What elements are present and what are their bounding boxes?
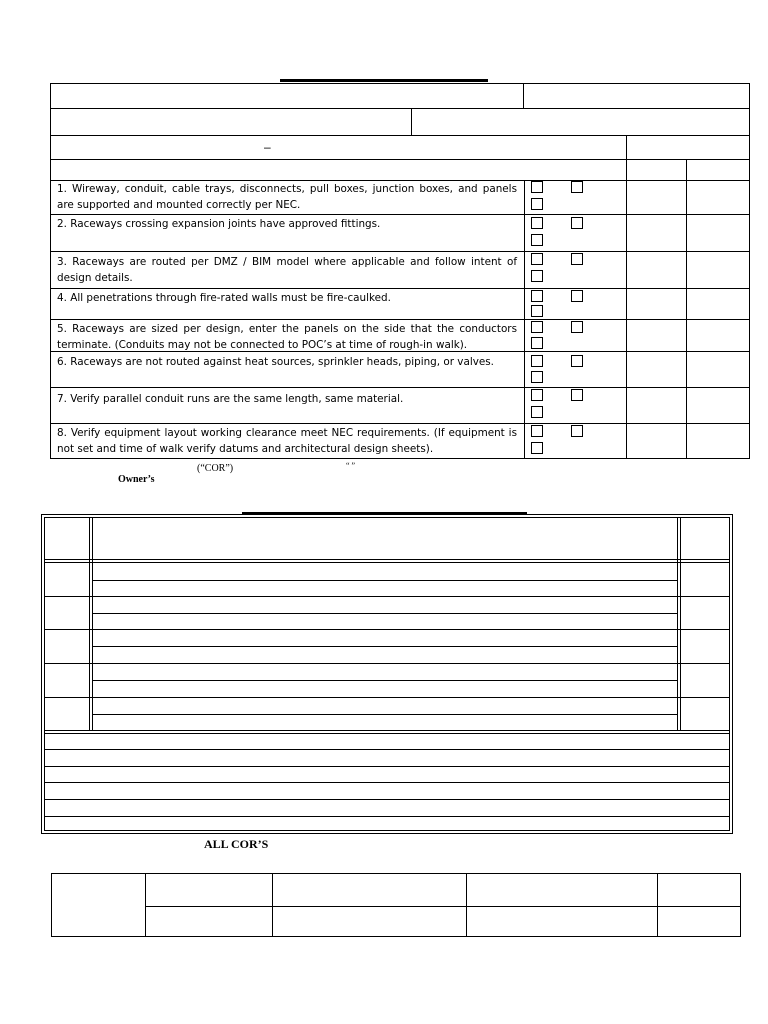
checkbox-yes[interactable] (531, 425, 543, 437)
checkbox-na[interactable] (531, 406, 543, 418)
checkbox-yes[interactable] (531, 389, 543, 401)
checkbox-na[interactable] (531, 270, 543, 282)
checkbox-na[interactable] (531, 305, 543, 317)
checkbox-na[interactable] (531, 234, 543, 246)
checkbox-yes[interactable] (531, 217, 543, 229)
checkbox-no[interactable] (571, 290, 583, 302)
checklist-item-8: 8. Verify equipment layout working clearance meet NEC requirements. (If equipment is not set and time of walk verify datums and architectural design sheets). (57, 427, 517, 455)
checkbox-no[interactable] (571, 389, 583, 401)
checkbox-na[interactable] (531, 337, 543, 349)
cor-abbreviation: (“COR”) (197, 463, 234, 474)
title-underline (280, 79, 488, 82)
checkbox-na[interactable] (531, 371, 543, 383)
checklist-item-2: 2. Raceways crossing expansion joints have approved fittings. (57, 218, 381, 230)
checklist-item-4: 4. All penetrations through fire-rated walls must be fire-caulked. (57, 292, 391, 304)
checklist-item-7: 7. Verify parallel conduit runs are the same length, same material. (57, 393, 404, 405)
header-dash: – (264, 140, 271, 154)
checklist-item-1: 1. Wireway, conduit, cable trays, disconnects, pull boxes, junction boxes, and panels are supported and mounted correctly per NEC. (57, 183, 517, 211)
checkbox-yes[interactable] (531, 253, 543, 265)
checkbox-no[interactable] (571, 217, 583, 229)
checklist-item-5: 5. Raceways are sized per design, enter the panels on the side that the conductors terminate. (Conduits may not be connected to POC’s at time of rough-in walk). (57, 323, 517, 351)
checkbox-no[interactable] (571, 321, 583, 333)
checkbox-na[interactable] (531, 198, 543, 210)
checkbox-yes[interactable] (531, 290, 543, 302)
checkbox-na[interactable] (531, 442, 543, 454)
checkbox-no[interactable] (571, 181, 583, 193)
checkbox-no[interactable] (571, 253, 583, 265)
checkbox-yes[interactable] (531, 181, 543, 193)
checkbox-no[interactable] (571, 355, 583, 367)
checkbox-no[interactable] (571, 425, 583, 437)
checkbox-yes[interactable] (531, 321, 543, 333)
checkbox-yes[interactable] (531, 355, 543, 367)
checklist-item-3: 3. Raceways are routed per DMZ / BIM model where applicable and follow intent of design details. (57, 256, 517, 284)
all-cors-label: ALL COR’S (204, 837, 269, 851)
owners-label: Owner’s (118, 474, 155, 485)
quote-marks: “ ” (346, 461, 356, 470)
checklist-item-6: 6. Raceways are not routed against heat sources, sprinkler heads, piping, or valves. (57, 356, 494, 368)
